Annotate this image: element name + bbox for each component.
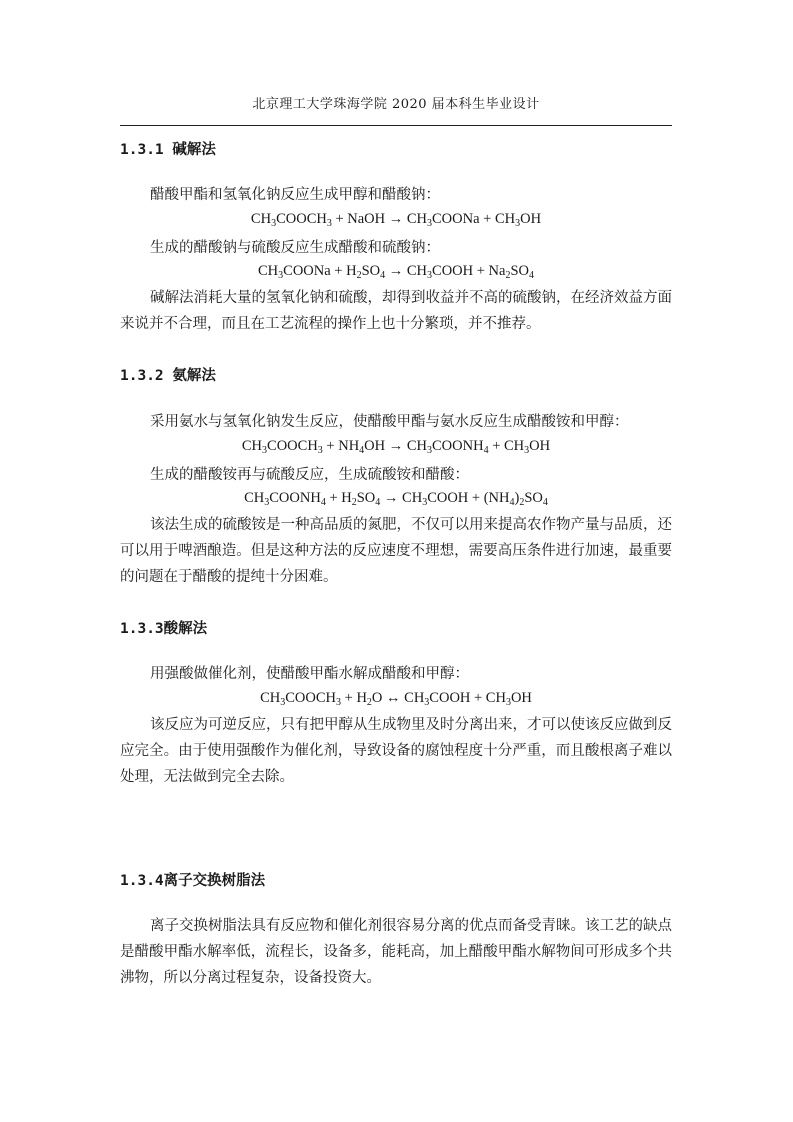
subscript: 3: [262, 445, 268, 456]
subscript: 2: [351, 497, 357, 508]
section-number: 1.3.1: [120, 142, 164, 158]
section-number: 1.3.2: [120, 368, 164, 384]
subscript: 3: [278, 270, 284, 281]
section-intro: 用强酸做催化剂，使醋酸甲酯水解成醋酸和甲醇：: [150, 666, 469, 682]
section-intro: 生成的醋酸钠与硫酸反应生成醋酸和硫酸钠：: [150, 240, 440, 256]
section-title: 碱解法: [172, 142, 216, 158]
subscript: 2: [519, 497, 525, 508]
subscript: 4: [529, 270, 534, 281]
subscript: 3: [427, 218, 433, 229]
subscript: 3: [264, 497, 270, 508]
section-heading: [120, 138, 216, 159]
section-title: 酸解法: [163, 621, 208, 637]
subscript: 4: [380, 270, 386, 281]
section-number: 1.3.3: [120, 621, 164, 637]
equation: $CH_3COONH_4 + H_2SO_4$ → $CH_3COOH + (NH_4)_2SO_4$: [244, 490, 548, 508]
section-heading: [120, 869, 265, 890]
subscript: 2: [356, 270, 362, 281]
section-intro: 采用氨水与氢氧化钠发生反应，使醋酸甲酯与氨水反应生成醋酸铵和甲醇：: [150, 414, 629, 430]
equation: $CH_3COONa + H_2SO_4$ → $CH_3COOH + Na_2SO_4$: [258, 263, 534, 281]
subscript: 4: [542, 497, 548, 508]
subscript: 3: [422, 497, 428, 508]
equation: $CH_3COOCH_3 + H_2O$ ↔ $CH_3COOH + CH_3OH$: [260, 690, 532, 708]
section-paragraph: 离子交换树脂法具有反应物和催化剂很容易分离的优点而备受青睐。该工艺的缺点是醋酸甲酯水解率低，流程长，设备多，能耗高，加上醋酸甲酯水解物间可形成多个共沸物，所以分离过程复杂，设备投资大。: [120, 918, 672, 986]
section-intro: 醋酸甲酯和氢氧化钠反应生成甲醇和醋酸钠：: [150, 187, 440, 203]
subscript: 3: [505, 697, 511, 708]
section-title: 离子交换树脂法: [163, 873, 266, 889]
subscript: 3: [280, 697, 286, 708]
subscript: 2: [505, 270, 511, 281]
subscript: 3: [317, 445, 323, 456]
section-title: 氨解法: [172, 368, 216, 384]
subscript: 3: [326, 218, 332, 229]
page-header: 北京理工大学珠海学院 2020 届本科生毕业设计: [252, 97, 540, 112]
section-heading: [120, 364, 216, 385]
section-heading: [120, 617, 207, 638]
subscript: 4: [359, 445, 365, 456]
section-intro: 生成的醋酸铵再与硫酸反应，生成硫酸铵和醋酸：: [150, 467, 469, 483]
equation: $CH_3COOCH_3$ + NaOH → $CH_3COONa + CH_3OH$: [250, 211, 542, 229]
subscript: 3: [424, 697, 430, 708]
subscript: 3: [524, 445, 530, 456]
subscript: 3: [271, 218, 277, 229]
header-rule: [120, 125, 672, 126]
section-paragraph: 该反应为可逆反应，只有把甲醇从生成物里及时分离出来，才可以使该反应做到反应完全。由于使用强酸作为催化剂，导致设备的腐蚀程度十分严重，而且酸根离子难以处理，无法做到完全去除。: [120, 717, 672, 785]
subscript: 4: [509, 497, 515, 508]
subscript: 3: [515, 218, 521, 229]
section-paragraph: 该法生成的硫酸铵是一种高品质的氮肥，不仅可以用来提高农作物产量与品质，还可以用于啤酒酿造。但是这种方法的反应速度不理想，需要高压条件进行加速，最重要的问题在于醋酸的提纯十分困难。: [120, 517, 672, 585]
subscript: 3: [336, 697, 342, 708]
subscript: 2: [366, 697, 372, 708]
subscript: 4: [320, 497, 326, 508]
subscript: 3: [427, 445, 433, 456]
section-number: 1.3.4: [120, 873, 164, 889]
section-paragraph: 碱解法消耗大量的氢氧化钠和硫酸，却得到收益并不高的硫酸钠，在经济效益方面来说并不合理，而且在工艺流程的操作上也十分繁琐，并不推荐。: [120, 290, 672, 332]
subscript: 4: [375, 497, 381, 508]
subscript: 4: [483, 445, 489, 456]
equation: $CH_3COOCH_3 + NH_4OH$ → $CH_3COONH_4 + CH_3OH$: [241, 438, 551, 456]
subscript: 3: [427, 270, 433, 281]
